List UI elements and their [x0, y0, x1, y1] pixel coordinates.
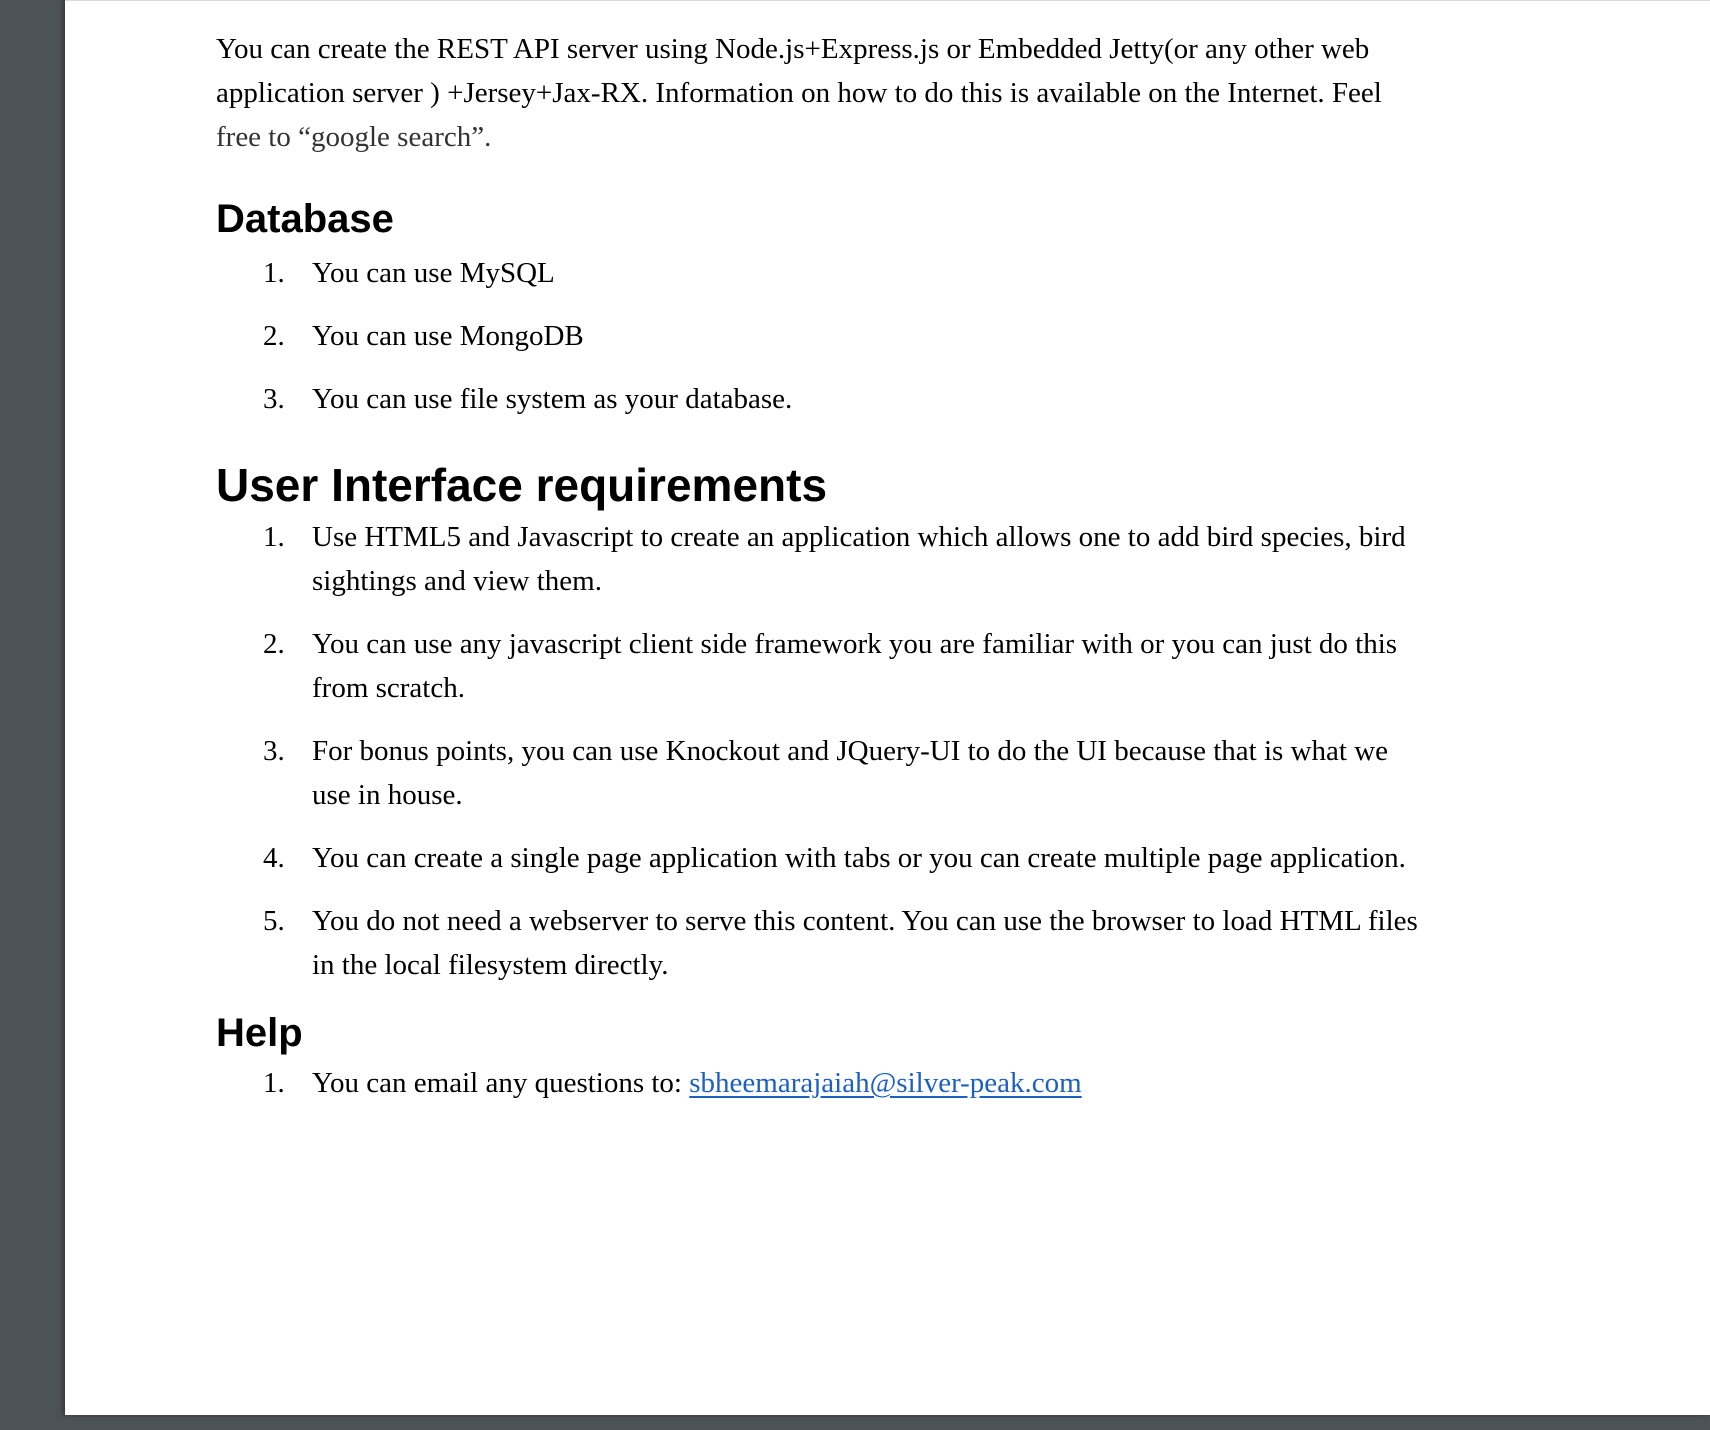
list-item [216, 515, 1616, 603]
list-item-number: 1. [263, 521, 285, 553]
list-item-text: You can use MySQL [312, 257, 555, 289]
document-page [65, 0, 1710, 1415]
list-item-number: 2. [263, 628, 285, 660]
list-item [216, 1061, 1616, 1105]
list-item-line-2: from scratch. [312, 672, 465, 704]
email-link[interactable]: sbheemarajaiah@silver-peak.com [689, 1067, 1082, 1099]
list-item-number: 1. [263, 1067, 285, 1099]
list-item-line-1: Use HTML5 and Javascript to create an application which allows one to add bird species, bird [312, 521, 1406, 553]
intro-line-1: You can create the REST API server using Node.js+Express.js or Embedded Jetty(or any other web [216, 33, 1370, 65]
list-item-number: 4. [263, 842, 285, 874]
list-item-text: You can use MongoDB [312, 320, 584, 352]
list-item-number: 3. [263, 383, 285, 415]
document-content [216, 27, 1616, 1105]
list-item [216, 899, 1616, 987]
help-item-text: You can email any questions to: [312, 1067, 690, 1099]
intro-line-2: application server ) +Jersey+Jax-RX. Information on how to do this is available on the Internet. Feel [216, 77, 1382, 109]
list-item-line-1: For bonus points, you can use Knockout and JQuery-UI to do the UI because that is what we [312, 735, 1389, 767]
list-item-text: You can use file system as your database. [312, 383, 793, 415]
list-item [216, 622, 1616, 710]
ui-requirements-list [216, 515, 1616, 987]
list-item-line-1: You can create a single page application with tabs or you can create multiple page application. [312, 842, 1406, 874]
intro-line-3: free to “google search”. [216, 121, 492, 153]
list-item [216, 251, 1616, 295]
intro-paragraph [216, 27, 1616, 159]
ui-requirements-heading: User Interface requirements [216, 459, 828, 511]
database-heading: Database [216, 197, 394, 241]
help-list [216, 1061, 1616, 1105]
list-item-number: 1. [263, 257, 285, 289]
list-item-line-1: You can use any javascript client side framework you are familiar with or you can just do this [312, 628, 1398, 660]
list-item [216, 314, 1616, 358]
list-item-line-2: in the local filesystem directly. [312, 949, 669, 981]
list-item [216, 377, 1616, 421]
database-list [216, 251, 1616, 421]
list-item-number: 5. [263, 905, 285, 937]
list-item-line-2: use in house. [312, 779, 463, 811]
list-item-line-2: sightings and view them. [312, 565, 602, 597]
list-item-number: 2. [263, 320, 285, 352]
list-item [216, 729, 1616, 817]
list-item-line-1: You do not need a webserver to serve this content. You can use the browser to load HTML files [312, 905, 1418, 937]
list-item [216, 836, 1616, 880]
help-heading: Help [216, 1011, 303, 1055]
list-item-number: 3. [263, 735, 285, 767]
